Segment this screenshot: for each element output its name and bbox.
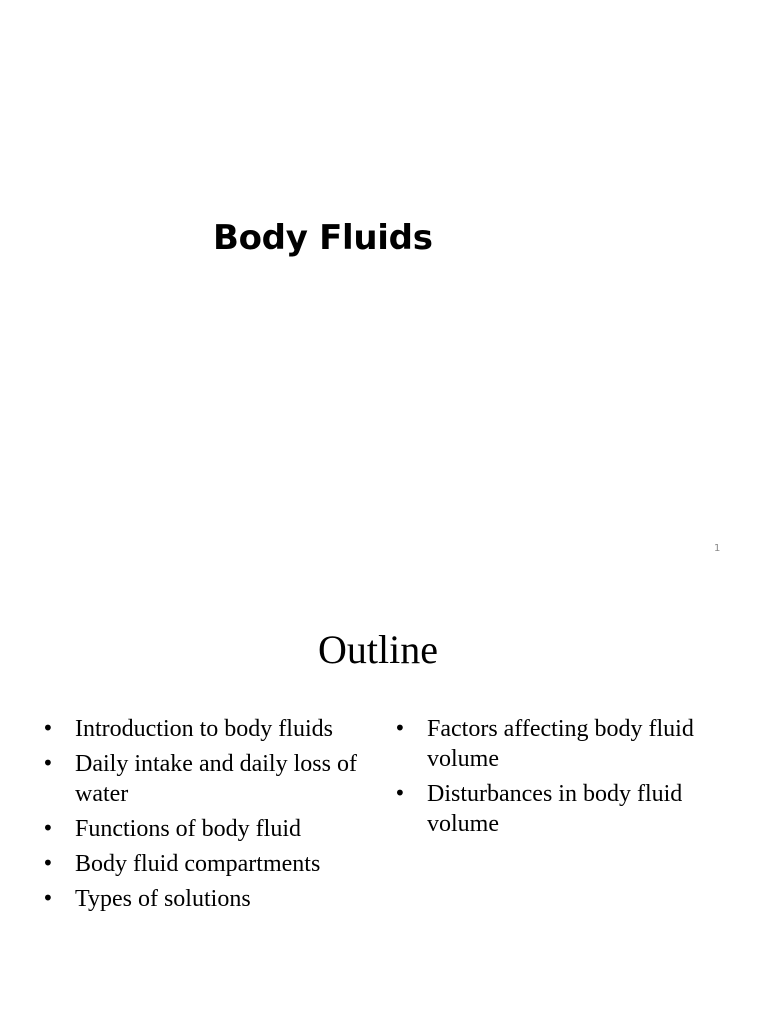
list-item-text: Factors affecting body fluid volume bbox=[427, 716, 694, 772]
list-item-text: Body fluid compartments bbox=[75, 851, 321, 877]
list-item bbox=[42, 884, 362, 914]
bullet-icon: • bbox=[42, 851, 54, 875]
outline-title: Outline bbox=[318, 627, 438, 672]
bullet-icon: • bbox=[42, 751, 54, 775]
list-item-text: Functions of body fluid bbox=[75, 816, 301, 842]
slide-2 bbox=[0, 576, 768, 1024]
bullet-icon: • bbox=[394, 716, 406, 740]
slide-number: 1 bbox=[714, 543, 721, 554]
list-item bbox=[394, 714, 724, 774]
list-item-text: Types of solutions bbox=[75, 886, 251, 912]
bullet-icon: • bbox=[42, 716, 54, 740]
outline-list-right bbox=[394, 714, 724, 844]
list-item-text: Disturbances in body fluid volume bbox=[427, 781, 683, 837]
bullet-icon: • bbox=[42, 886, 54, 910]
list-item-text: Daily intake and daily loss of water bbox=[75, 751, 357, 807]
list-item bbox=[42, 849, 362, 879]
list-item bbox=[42, 749, 362, 809]
list-item bbox=[394, 779, 724, 839]
list-item-text: Introduction to body fluids bbox=[75, 716, 333, 742]
slide-title: Body Fluids bbox=[213, 218, 433, 258]
bullet-icon: • bbox=[42, 816, 54, 840]
outline-list-left bbox=[42, 714, 362, 919]
list-item bbox=[42, 714, 362, 744]
list-item bbox=[42, 814, 362, 844]
bullet-icon: • bbox=[394, 781, 406, 805]
